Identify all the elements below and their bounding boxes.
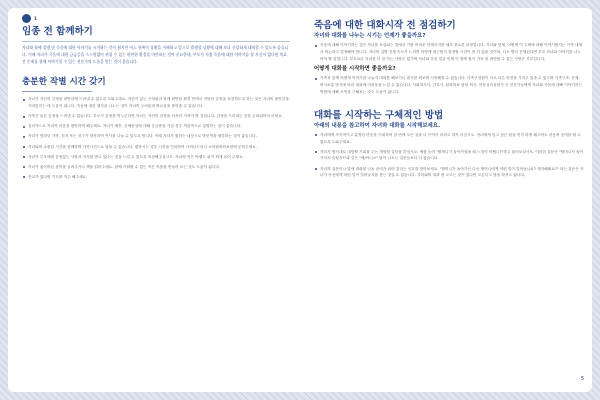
right-bullet-list-2 [314, 75, 584, 95]
list-item: 자녀가 자신의 감정을 편안하게 드러낼 수 있도록 도와주세요. 자신이 있는 구성원과 함께 편안한 환경 안에서 적당한 감정을 표현하도록 하는 것은 자녀의 불안감을 가라앉히는 데 도움이 됩니다. 죽음에 대한 생각을 나누는 것이 자녀의 두려움과 외로움을 줄여줄 수 있습니다. [22, 96, 290, 110]
section-number: 1 [34, 16, 37, 21]
left-column [22, 14, 290, 184]
left-intro: 자녀와 함께 질병 및 죽음에 대한 이야기를 시작하는 것이 쉽지만 어느 한쪽이 상황을 이해하고 앞으로 발생할 상황에 대해 보다 건강하게 대처할 수 있도록 돕습니다. 이때 자녀가 죽음에 대한 궁금증을 스스럼없이 꺼낼 수 있는 편안한 환경을 마련하는 것이 중요한데, 부모가 직접 죽음에 대한 이야기를 할 자신이 없다면 의료진 문제를 함께 이야기할 수 있는 전문가의 도움을 받는 것이 좋습니다. [22, 45, 289, 64]
list-item: 자녀와의 소중한 시간을 함께하며 가족사진으로 담을 수 있습니다. 원하시는 경우 사진을 인화하여 가져다드리니 소아완화의료팀에 문의주세요. [22, 144, 290, 151]
list-item: 자녀가 방식대로 대답할 기회를 주는 개방형 질문을 하십시오. 예를 들어 "할머니가 돌아가셨을 때 느낌이 어땠니?"하고 물어보십시오. 이러한 질문은 "할머니가 돌아가셔서 슬펐지?"와 같은 "예/아니오" 답이 나오는 질문들보다 더 좋습니다. [314, 149, 584, 163]
list-item: 가족은 슬픈 감정을 드러낼 수 있습니다. 부모가 감정을 억누른다면 자녀는 자신의 감정을 더욱더 지켜야 할 것입니다. 감정을 드러내는 것을 두려워하지 마세요. [22, 113, 290, 120]
right-subhead-3: 아래의 내용을 참고하여 자녀와 대화를 시작해보세요. [314, 122, 440, 129]
left-bullet-list [22, 96, 290, 180]
list-item: 자녀가 부모에게 감정없는 사랑과 지지를 받고 있다는 것을 느낄 수 있도록 표현해주십시오. 자녀의 작은 바램도 쉬이 외게 들어 주세요. [22, 154, 290, 161]
left-section-divider [22, 91, 92, 92]
list-item: 죽음에 대해 이야기하는 것은 자녀를 보살피는 일에서 가장 어려운 단계이지만 매우 중요한 과정입니다. 자녀와 언제, 어떻게 이 주제에 대해 이야기할지는 가족 내에서 의논하고 결정해야 합니다. 자녀의 질병 진행 속도가 느리면 어떻게 접근할지 결정할 시간이 좀 더 있을 것이며, 다소 빨리 진행된다면 부모 자녀와 이야기를 나누어야 할 것입니다. 부모보다 자녀를 더 잘 아는 사람은 없기에 자녀와 우선 얼굴 인제 이 방게 할지 가장 잘 판단할 수 있는 사람은 부모입니다. [314, 42, 584, 62]
left-title-divider [22, 41, 290, 42]
right-title: 죽음에 대한 대화시작 전 점검하기 [314, 20, 456, 31]
list-item: 자녀에게 즉각적이고 분명한 반응을 기대하며 한 번에 모든 것을 다 이야기 하려고 하지 마십시오. 자녀에게 일고 싶은 답을 먼저 하게 해주어도 마음의 준비를 할 수 있도록 도와주세요. [314, 132, 584, 146]
list-item: 자녀가 쌓하던 가족, 친척 또는 친구가 방문하여 인사를 나눌 수 있도록 합니다. 이때 자녀가 원하는 대상으로 방문객을 제한하는 것이 좋습니다. [22, 133, 290, 140]
circle-icon [22, 14, 31, 23]
left-title: 임종 전 함께하기 [22, 26, 93, 37]
list-item: 가족과 함께 어떻게 이야기를 나눌지 대화를 해보거나 편지를 써보며 시작해볼 수 있습니다. 가족구성원이 서로 다른 의견을 가지고 있을 수 있으며 가족구조, 문제, 의사소통 방식에 따라 대화에 어려움을 느낄 수 있습니다. 사회복지사, 간호사, 완화의료 담당 의사, 아동심리상담가 등 전문가들에게 자녀와 죽음에 대해 이야기하는 방법에 대해 조언을 구해보는 것도 도움이 됩니다. [314, 75, 584, 95]
left-section-title: 충분한 작별 시간 갖기 [22, 77, 106, 88]
list-item: 자녀의 질문이나 말에 대화를 나눌 준비가 되어 있다는 신호를 찾아보세요. "할머니가 돌아가신 다음 할머니에게 어떤 일이 일어났나요? 생각해봐요?" 라는 질문은 자녀가 자신에게 어떤 일이 일어날지를 묻는 것일 수 있습니다. 자녀와의 대화 중 모르는 것이 있다면 모른다고 답을 하셔도 됩니다. [314, 166, 584, 180]
right-bullet-list-3 [314, 132, 584, 179]
list-item: 심리적으로 자녀의 마음을 편안하게 해주세요. 자녀가 예후, 신체증상에 대해 궁금증을 가질 경우 객관적으로 설명하는 것이 좋습니다. [22, 123, 290, 130]
page-number: 5 [580, 376, 584, 382]
document-page [8, 8, 592, 392]
right-column [314, 14, 584, 182]
right-subhead-1: 자녀와 대화를 나누는 시기는 언제가 좋을까요? [314, 33, 426, 39]
right-bullet-list-1 [314, 42, 584, 62]
right-subhead-2: 어떻게 대화를 시작하면 좋을까요? [314, 66, 396, 73]
section-marker [22, 14, 290, 23]
right-title-2: 대화를 시작하는 구체적인 방법 [314, 109, 444, 121]
list-item: 자녀가 좋아하던 음악을 들려주거나 책을 읽어주세요. 함께 가꿔할 수 있는 작은 작품을 만들어 보는 것도 도움이 됩니다. [22, 164, 290, 171]
list-item: 종교가 있다면 기도를 자주 해주세요. [22, 174, 290, 181]
